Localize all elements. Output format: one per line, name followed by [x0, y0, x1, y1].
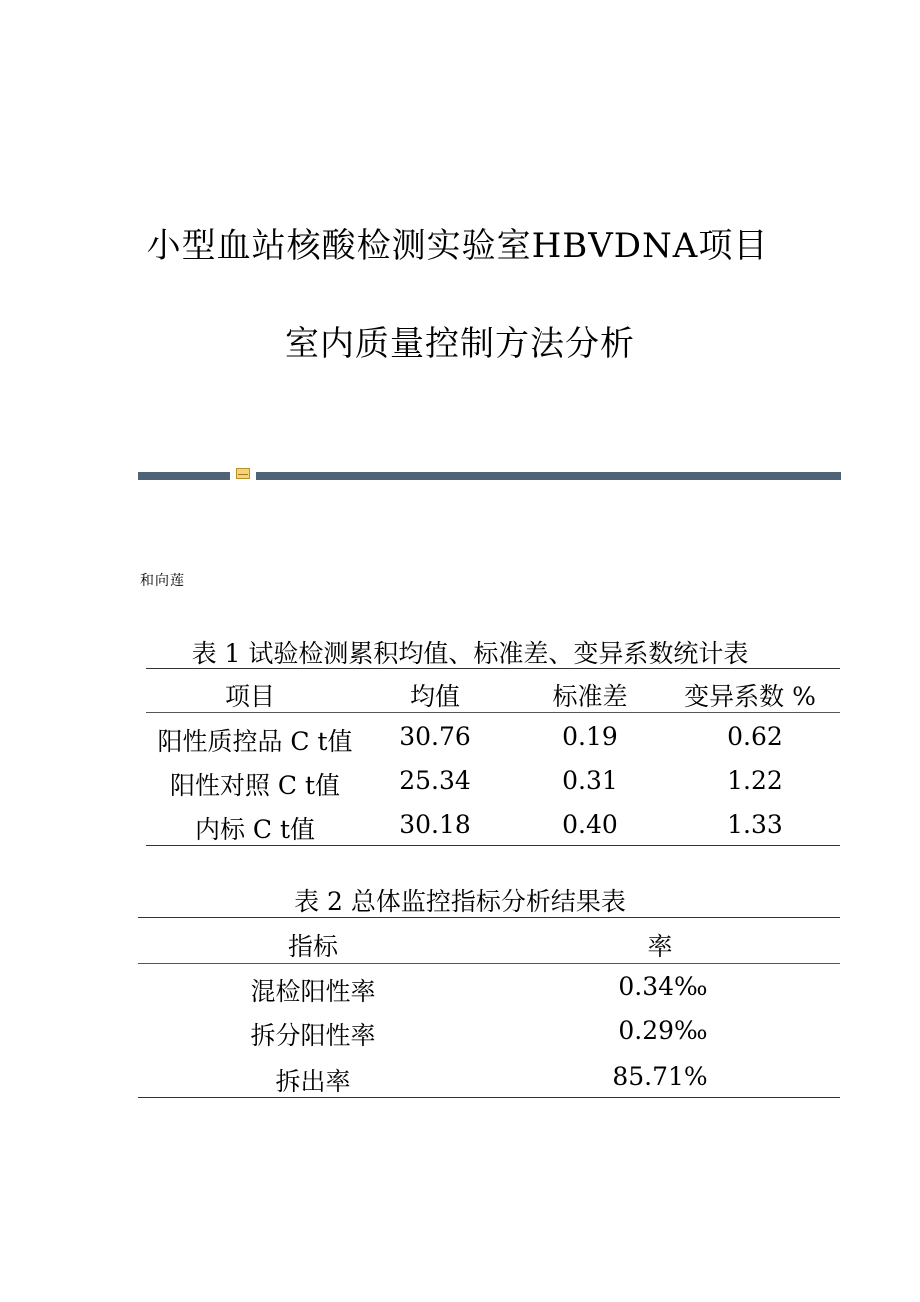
- table1-row2-item: 阳性对照 C t值: [169, 771, 341, 800]
- table1-row2-sd: 0.31: [562, 766, 618, 795]
- table1-caption: 表 1 试验检测累积均值、标准差、变异系数统计表: [191, 639, 749, 668]
- table2-row1-rate: 0.34‰: [618, 972, 708, 1001]
- table2-row1-indicator: 混检阳性率: [250, 977, 376, 1006]
- table1-header-cv: 变异系数 %: [684, 682, 816, 711]
- table1-row1-cv: 0.62: [727, 722, 783, 751]
- divider-bar-right: [256, 472, 841, 480]
- table2-header-indicator: 指标: [287, 932, 338, 961]
- divider-bar-left: [138, 472, 230, 480]
- mail-icon: [236, 468, 250, 479]
- table2-header-rule: [138, 963, 840, 964]
- table2-caption: 表 2 总体监控指标分析结果表: [294, 887, 626, 916]
- table1-row1-mean: 30.76: [399, 722, 471, 751]
- table1-row3-item: 内标 C t值: [194, 815, 316, 844]
- table1-row2-mean: 25.34: [399, 766, 471, 795]
- title-line-2: 室内质量控制方法分析: [285, 324, 635, 364]
- table2-header-rate: 率: [647, 932, 673, 961]
- table2-row2-indicator: 拆分阳性率: [250, 1021, 376, 1050]
- table2-top-rule: [138, 917, 840, 918]
- table1-row1-sd: 0.19: [562, 722, 618, 751]
- section-divider: [138, 472, 841, 480]
- table1-top-rule: [146, 668, 840, 669]
- table1-row3-cv: 1.33: [727, 810, 783, 839]
- table2-row3-indicator: 拆出率: [275, 1067, 351, 1096]
- table1-row1-item: 阳性质控品 C t值: [157, 727, 353, 756]
- table1-row3-sd: 0.40: [562, 810, 618, 839]
- table1-header-mean: 均值: [409, 682, 460, 711]
- table1-header-item: 项目: [224, 682, 275, 711]
- table2-row2-rate: 0.29‰: [618, 1016, 708, 1045]
- table2-row3-rate: 85.71%: [612, 1062, 708, 1091]
- title-line-1: 小型血站核酸检测实验室HBVDNA项目: [146, 226, 769, 266]
- table1-row2-cv: 1.22: [727, 766, 783, 795]
- table1-row3-mean: 30.18: [399, 810, 471, 839]
- table1-header-sd: 标准差: [552, 682, 628, 711]
- author-name: 和向莲: [140, 573, 185, 589]
